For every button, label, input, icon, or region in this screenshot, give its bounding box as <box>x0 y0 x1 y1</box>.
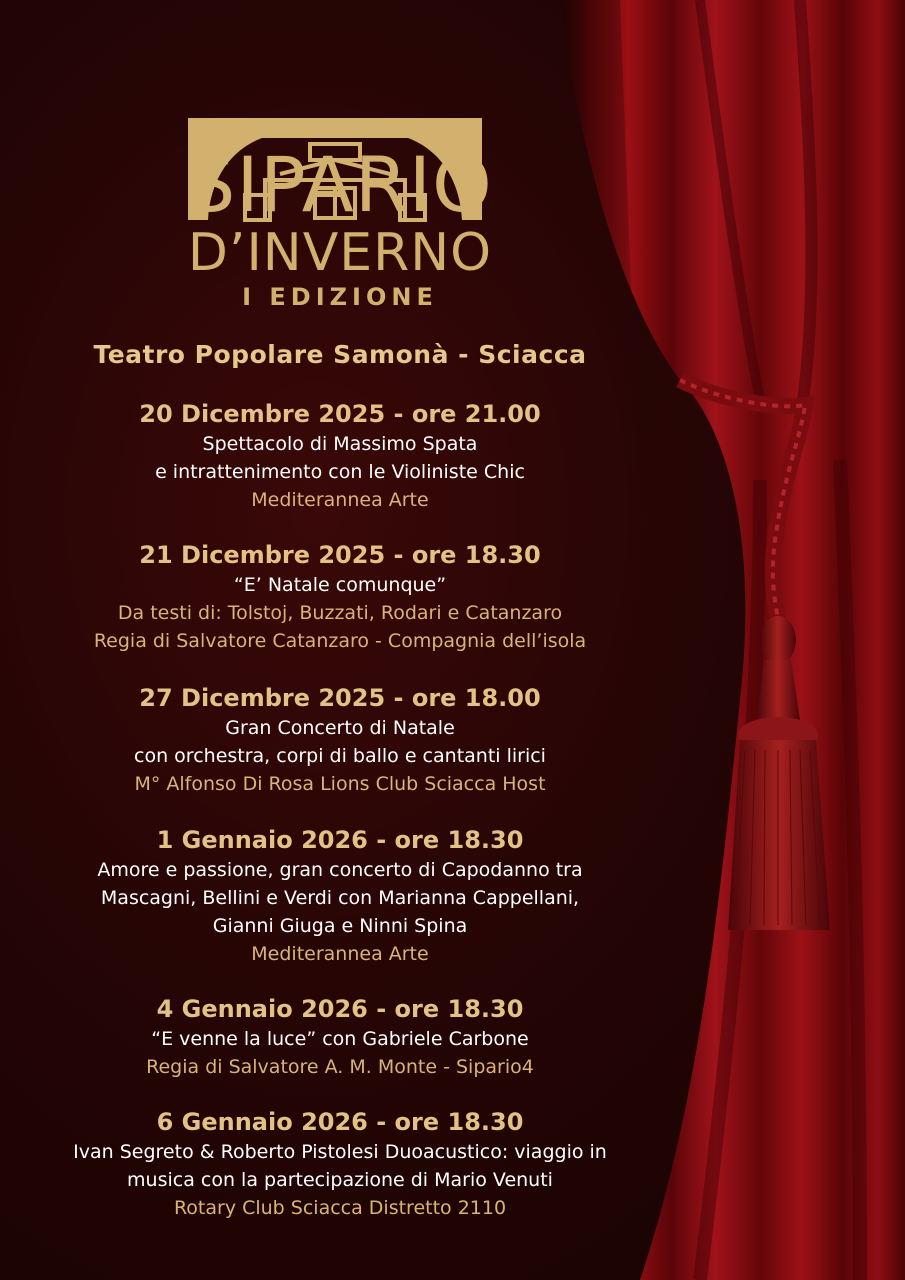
event-organizer: Regia di Salvatore Catanzaro - Compagnia dell’isola <box>93 630 587 652</box>
event-description: Spettacolo di Massimo Spata <box>202 433 478 455</box>
event-item <box>0 824 680 968</box>
event-description: Gran Concerto di Natale <box>225 717 455 739</box>
event-description: musica con la partecipazione di Mario Venuti <box>127 1169 553 1191</box>
event-description: “E venne la luce” con Gabriele Carbone <box>151 1028 529 1050</box>
event-organizer: M° Alfonso Di Rosa Lions Club Sciacca Host <box>134 773 546 795</box>
event-item <box>0 398 680 514</box>
event-organizer: Rotary Club Sciacca Distretto 2110 <box>173 1197 507 1219</box>
event-description: con orchestra, corpi di ballo e cantanti lirici <box>134 745 546 767</box>
event-description: “E’ Natale comunque” <box>233 574 447 596</box>
event-date: 21 Dicembre 2025 - ore 18.30 <box>139 541 541 569</box>
logo-title-line1: SIPARIO <box>187 140 493 229</box>
venue-title: Teatro Popolare Samonà - Sciacca <box>93 340 587 369</box>
logo-title-line2: D’INVERNO <box>187 223 493 283</box>
event-organizer: Da testi di: Tolstoj, Buzzati, Rodari e Catanzaro <box>117 602 563 624</box>
event-date: 1 Gennaio 2026 - ore 18.30 <box>156 826 524 854</box>
event-item <box>0 682 680 798</box>
event-organizer: Mediterannea Arte <box>251 489 429 511</box>
event-date: 20 Dicembre 2025 - ore 21.00 <box>139 400 541 428</box>
event-date: 4 Gennaio 2026 - ore 18.30 <box>156 995 524 1023</box>
event-description: Gianni Giuga e Ninni Spina <box>212 915 468 937</box>
event-date: 27 Dicembre 2025 - ore 18.00 <box>139 684 541 712</box>
event-item <box>0 539 680 655</box>
event-date: 6 Gennaio 2026 - ore 18.30 <box>156 1108 524 1136</box>
event-organizer: Mediterannea Arte <box>251 943 429 965</box>
edition-label: I EDIZIONE <box>242 283 438 311</box>
event-description: Mascagni, Bellini e Verdi con Marianna Cappellani, <box>100 887 580 909</box>
event-description: Amore e passione, gran concerto di Capodanno tra <box>97 859 583 881</box>
event-item <box>0 993 680 1081</box>
event-description: e intrattenimento con le Violiniste Chic <box>155 461 525 483</box>
event-description: Ivan Segreto & Roberto Pistolesi Duoacustico: viaggio in <box>73 1141 607 1163</box>
event-organizer: Regia di Salvatore A. M. Monte - Sipario4 <box>146 1056 534 1078</box>
event-item <box>0 1106 680 1222</box>
